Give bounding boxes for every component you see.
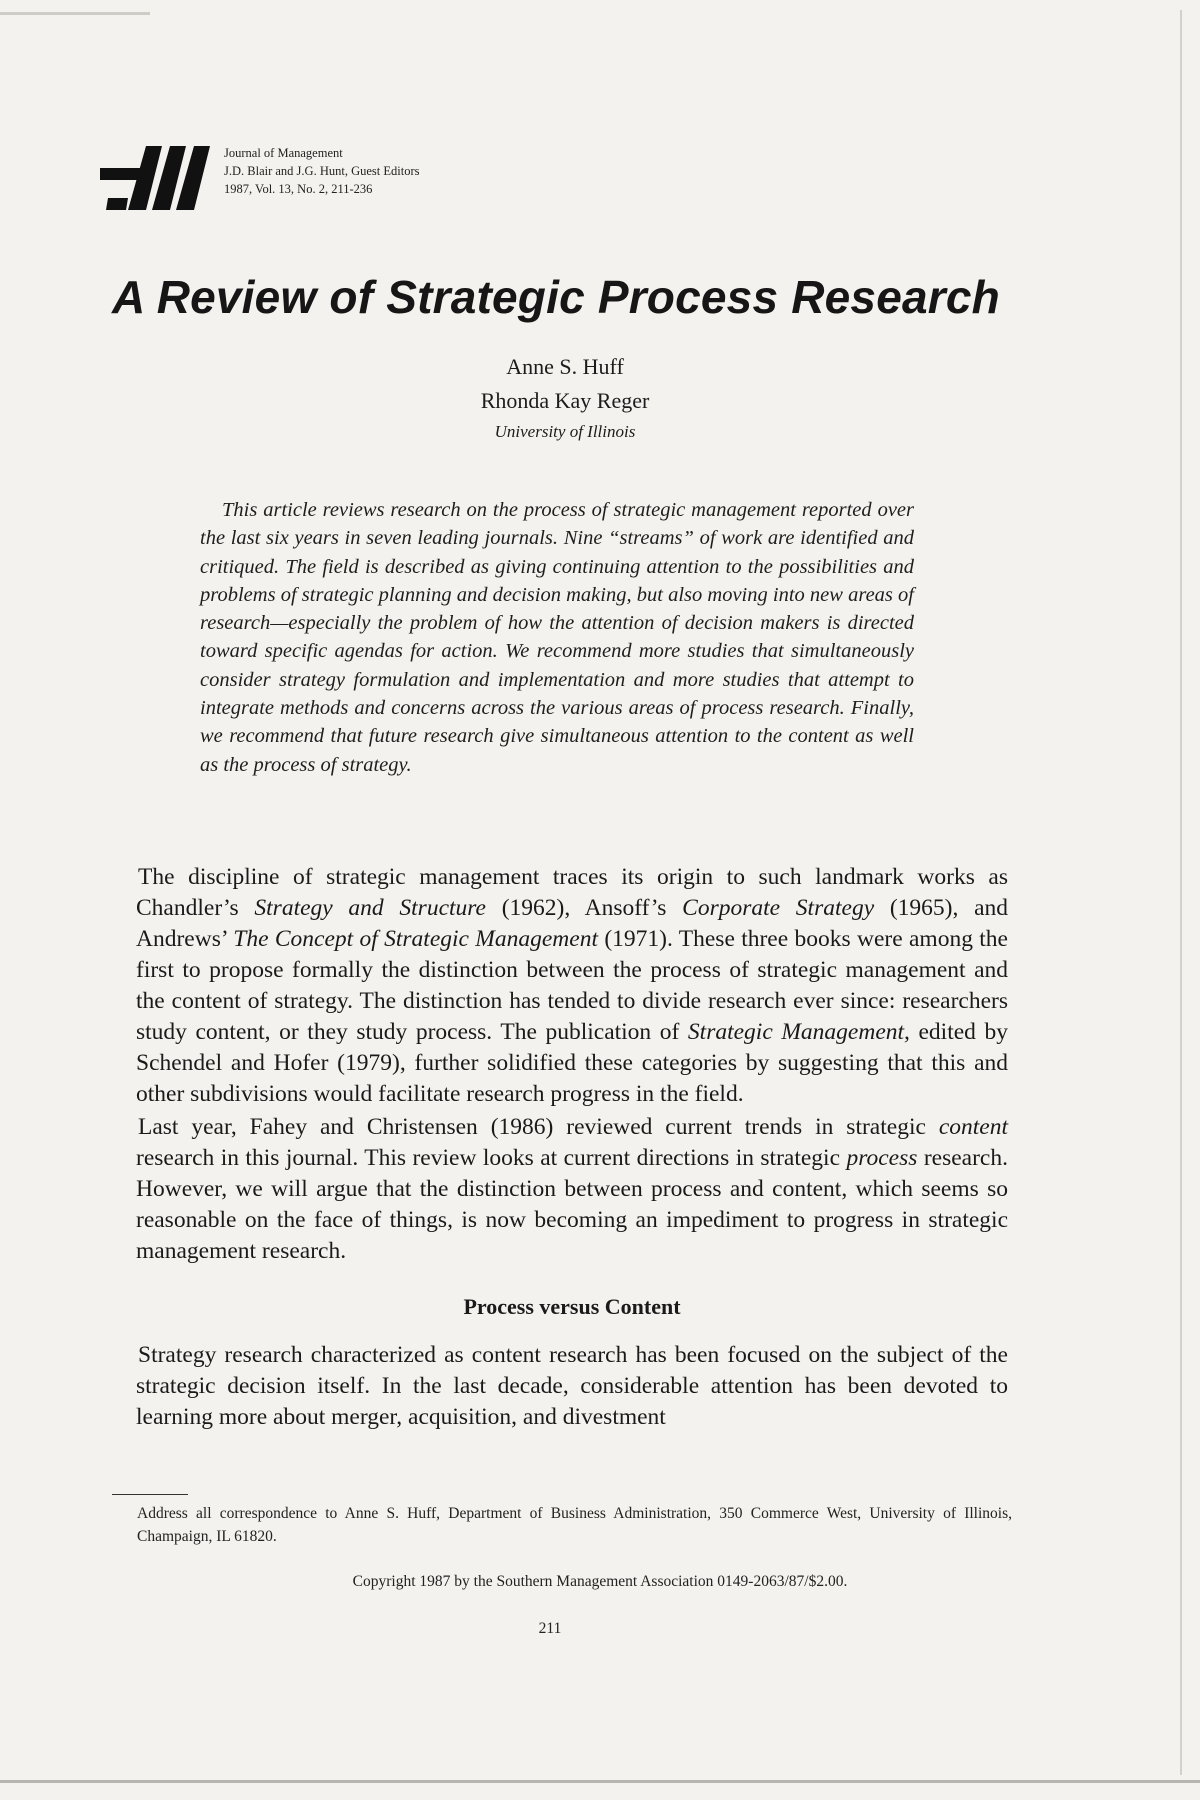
section-heading: Process versus Content bbox=[463, 1294, 681, 1319]
scan-edge-bottom bbox=[0, 1780, 1200, 1783]
author-affiliation: University of Illinois bbox=[494, 422, 636, 441]
footnote-divider bbox=[112, 1494, 188, 1495]
emphasis: content bbox=[938, 1114, 1008, 1140]
book-title: Strategic Management, bbox=[687, 1019, 910, 1045]
journal-header bbox=[100, 138, 700, 213]
book-title: Corporate Strategy bbox=[682, 895, 875, 921]
author-name: Rhonda Kay Reger bbox=[480, 388, 650, 413]
article-title: A Review of Strategic Process Research bbox=[112, 271, 1000, 323]
author-name: Anne S. Huff bbox=[506, 354, 624, 379]
book-title: Strategy and Structure bbox=[254, 895, 486, 921]
journal-citation: 1987, Vol. 13, No. 2, 211-236 bbox=[224, 182, 373, 196]
body-paragraph: Last year, Fahey and Christensen (1986) reviewed current trends in strategic content research in this journal. This review looks at current directions in strategic process research. However, we will argue that the distinction between process and content, which seems so reasonable on the face of things, is now becoming an impediment to progress in strategic management research. bbox=[136, 1114, 1008, 1264]
scan-edge-right bbox=[1180, 10, 1182, 1775]
article-body bbox=[136, 862, 1008, 1433]
body-paragraph: The discipline of strategic management traces its origin to such landmark works as Chandler’s Strategy and Structure (1962), Ansoff’s Corporate Strategy (1965), and Andrews’ The Concept of Strategic Management (1971). These three books were among the first to propose formally the distinction between the process of strategic management and the content of strategy. The distinction has tended to divide research ever since: researchers study content, or they study process. The publication of Strategic Management, edited by Schendel and Hofer (1979), further solidified these categories by suggesting that this and other subdivisions would facilitate research progress in the field. bbox=[136, 864, 1009, 1107]
journal-logo bbox=[100, 138, 215, 213]
body-paragraph: Strategy research characterized as content research has been focused on the subject of the strategic decision itself. In the last decade, considerable attention has been devoted to learning more about merger, acquisition, and divestment bbox=[136, 1342, 1008, 1430]
journal-name: Journal of Management bbox=[224, 146, 343, 160]
correspondence-footnote: Address all correspondence to Anne S. Huff, Department of Business Administration, 350 Commerce West, University of Illinois, Champaign, IL 61820. bbox=[137, 1505, 1012, 1545]
emphasis: process bbox=[846, 1145, 918, 1171]
abstract: This article reviews research on the process of strategic management reported over the last six years in seven leading journals. Nine “streams” of work are identified and critiqued. The field is described as giving continuing attention to the possibilities and problems of strategic planning and decision making, but also moving into new areas of research—especially the problem of how the attention of decision makers is directed toward specific agendas for action. We recommend more studies that simultaneously consider strategy formulation and implementation and more studies that attempt to integrate methods and concerns across the various areas of process research. Finally, we recommend that future research give simultaneous attention to the content as well as the process of strategy. bbox=[200, 499, 914, 776]
book-title: The Concept of Strategic Management bbox=[233, 926, 598, 952]
page-number: 211 bbox=[538, 1620, 562, 1637]
author-block bbox=[340, 350, 790, 446]
guest-editors: J.D. Blair and J.G. Hunt, Guest Editors bbox=[224, 164, 420, 178]
copyright-notice: Copyright 1987 by the Southern Management Association 0149-2063/87/$2.00. bbox=[352, 1573, 848, 1590]
scan-edge-top bbox=[0, 12, 150, 15]
